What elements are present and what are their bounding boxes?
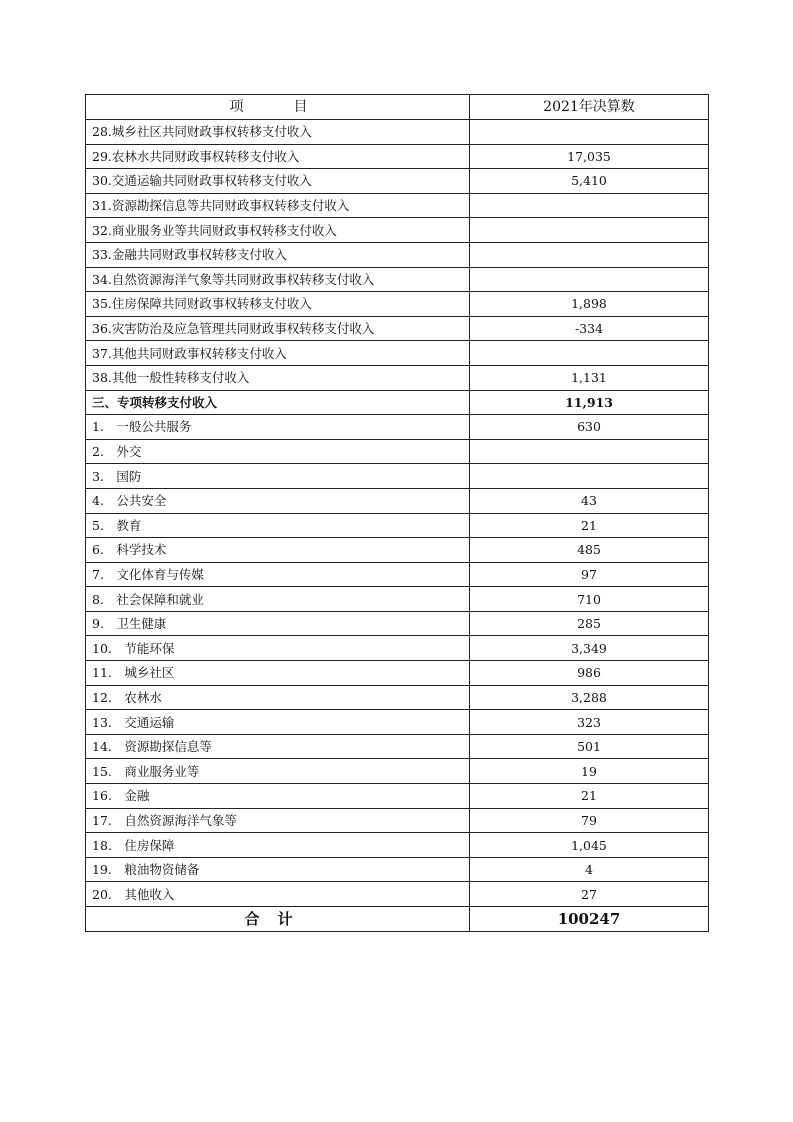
- total-label: 合计: [86, 907, 470, 932]
- table-row: [86, 882, 709, 907]
- table-row: [86, 784, 709, 809]
- total-row: [86, 907, 709, 932]
- row-value: 97: [470, 562, 709, 587]
- table-row: [86, 661, 709, 686]
- row-value: 323: [470, 710, 709, 735]
- table-row: [86, 365, 709, 390]
- row-value: [470, 218, 709, 243]
- row-item: 36.灾害防治及应急管理共同财政事权转移支付收入: [86, 316, 470, 341]
- table-row: [86, 562, 709, 587]
- table-body: [86, 120, 709, 907]
- row-value: 1,045: [470, 833, 709, 858]
- total-value: 100247: [470, 907, 709, 932]
- table-row: [86, 611, 709, 636]
- row-item: 2. 外交: [86, 439, 470, 464]
- row-value: 17,035: [470, 144, 709, 169]
- table-row: [86, 513, 709, 538]
- row-value: 79: [470, 808, 709, 833]
- row-item: 11. 城乡社区: [86, 661, 470, 686]
- row-item: 14. 资源勘探信息等: [86, 734, 470, 759]
- table-row: [86, 316, 709, 341]
- table-row: [86, 464, 709, 489]
- table-row: [86, 833, 709, 858]
- row-value: [470, 193, 709, 218]
- row-item: 29.农林水共同财政事权转移支付收入: [86, 144, 470, 169]
- row-item: 9. 卫生健康: [86, 611, 470, 636]
- table-header-row: [86, 95, 709, 120]
- row-item: 三、专项转移支付收入: [86, 390, 470, 415]
- row-value: -334: [470, 316, 709, 341]
- header-item-label: 项 目: [229, 98, 326, 115]
- row-value: 11,913: [470, 390, 709, 415]
- row-value: 43: [470, 488, 709, 513]
- table-row: [86, 734, 709, 759]
- row-value: 1,131: [470, 365, 709, 390]
- table-row: [86, 267, 709, 292]
- row-value: 630: [470, 415, 709, 440]
- row-value: 19: [470, 759, 709, 784]
- row-item: 4. 公共安全: [86, 488, 470, 513]
- table-row: [86, 538, 709, 563]
- row-item: 30.交通运输共同财政事权转移支付收入: [86, 169, 470, 194]
- row-value: 485: [470, 538, 709, 563]
- row-value: 21: [470, 784, 709, 809]
- row-value: [470, 120, 709, 145]
- table-row: [86, 857, 709, 882]
- row-value: 4: [470, 857, 709, 882]
- row-value: 3,349: [470, 636, 709, 661]
- row-value: [470, 439, 709, 464]
- row-value: 21: [470, 513, 709, 538]
- table-row: [86, 144, 709, 169]
- row-value: 986: [470, 661, 709, 686]
- row-value: [470, 464, 709, 489]
- row-value: [470, 267, 709, 292]
- row-item: 18. 住房保障: [86, 833, 470, 858]
- row-item: 37.其他共同财政事权转移支付收入: [86, 341, 470, 366]
- header-item: [86, 95, 470, 120]
- table-row: [86, 685, 709, 710]
- table-row: [86, 120, 709, 145]
- row-item: 8. 社会保障和就业: [86, 587, 470, 612]
- table-row: [86, 390, 709, 415]
- row-item: 34.自然资源海洋气象等共同财政事权转移支付收入: [86, 267, 470, 292]
- table-row: [86, 710, 709, 735]
- row-item: 5. 教育: [86, 513, 470, 538]
- row-item: 31.资源勘探信息等共同财政事权转移支付收入: [86, 193, 470, 218]
- table-row: [86, 808, 709, 833]
- row-item: 10. 节能环保: [86, 636, 470, 661]
- table-row: [86, 193, 709, 218]
- row-item: 3. 国防: [86, 464, 470, 489]
- row-item: 1. 一般公共服务: [86, 415, 470, 440]
- row-value: 3,288: [470, 685, 709, 710]
- row-value: 5,410: [470, 169, 709, 194]
- row-value: [470, 242, 709, 267]
- row-item: 12. 农林水: [86, 685, 470, 710]
- table-row: [86, 169, 709, 194]
- row-item: 6. 科学技术: [86, 538, 470, 563]
- row-value: 1,898: [470, 292, 709, 317]
- table-row: [86, 292, 709, 317]
- header-value: 2021年决算数: [470, 95, 709, 120]
- table-row: [86, 587, 709, 612]
- row-item: 13. 交通运输: [86, 710, 470, 735]
- row-value: 710: [470, 587, 709, 612]
- table-row: [86, 218, 709, 243]
- row-item: 33.金融共同财政事权转移支付收入: [86, 242, 470, 267]
- row-item: 16. 金融: [86, 784, 470, 809]
- row-value: 27: [470, 882, 709, 907]
- table-row: [86, 341, 709, 366]
- table-row: [86, 242, 709, 267]
- row-item: 35.住房保障共同财政事权转移支付收入: [86, 292, 470, 317]
- table-row: [86, 759, 709, 784]
- table-row: [86, 636, 709, 661]
- row-item: 38.其他一般性转移支付收入: [86, 365, 470, 390]
- row-item: 28.城乡社区共同财政事权转移支付收入: [86, 120, 470, 145]
- row-value: [470, 341, 709, 366]
- table-row: [86, 439, 709, 464]
- table-row: [86, 488, 709, 513]
- row-item: 7. 文化体育与传媒: [86, 562, 470, 587]
- row-value: 501: [470, 734, 709, 759]
- budget-table: [85, 94, 709, 932]
- row-item: 19. 粮油物资储备: [86, 857, 470, 882]
- row-item: 20. 其他收入: [86, 882, 470, 907]
- row-value: 285: [470, 611, 709, 636]
- row-item: 17. 自然资源海洋气象等: [86, 808, 470, 833]
- table-row: [86, 415, 709, 440]
- row-item: 15. 商业服务业等: [86, 759, 470, 784]
- row-item: 32.商业服务业等共同财政事权转移支付收入: [86, 218, 470, 243]
